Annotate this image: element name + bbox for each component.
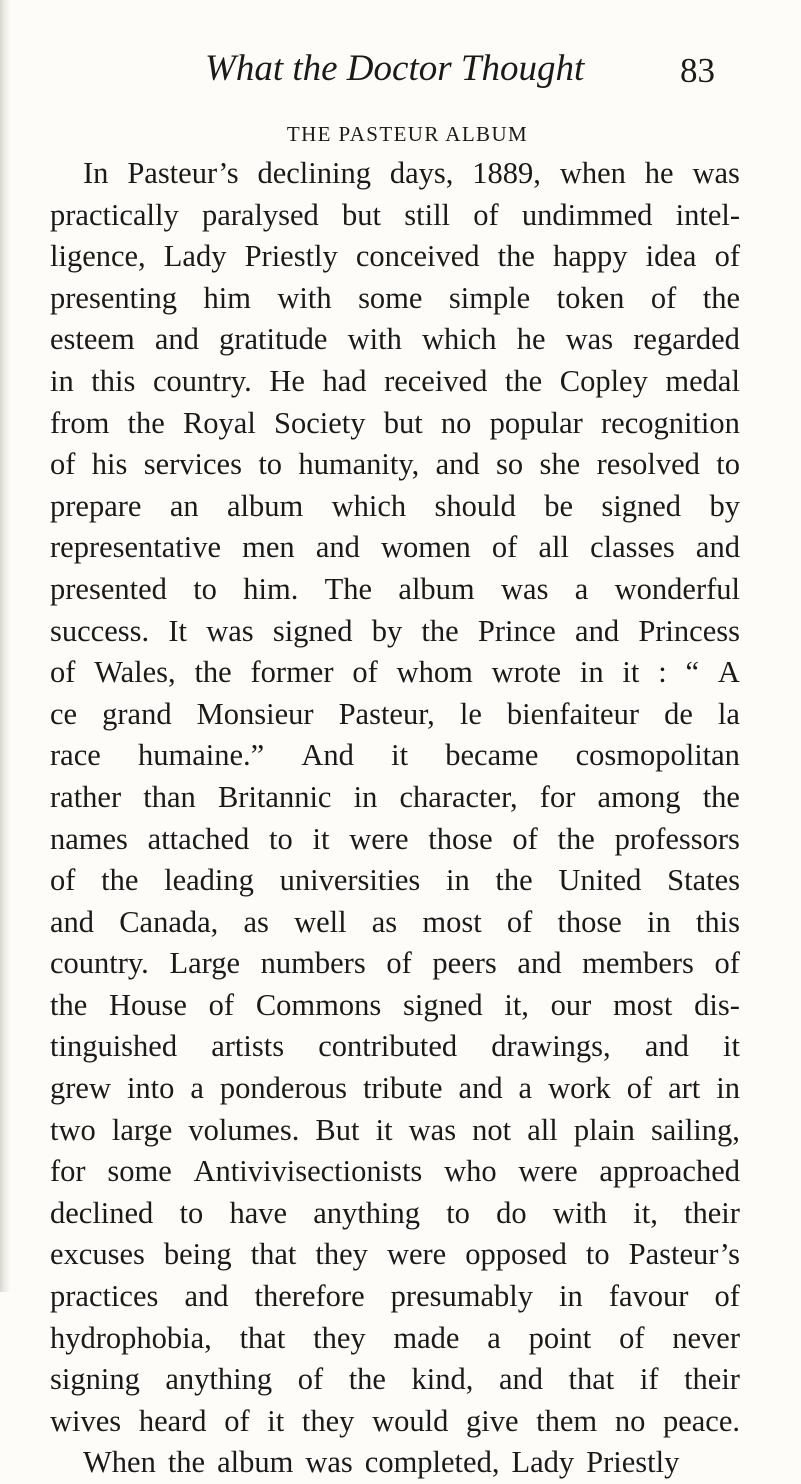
text-line: esteem and gratitude with which he was regarded [50, 322, 740, 357]
running-head [0, 44, 801, 94]
text-line: wives heard of it they would give them no peace. [50, 1403, 740, 1438]
body-text [50, 153, 740, 1484]
text-line: practically paralysed but still of undimmed intel- [50, 197, 740, 232]
text-line: presented to him. The album was a wonderful [50, 571, 740, 606]
text-line: tinguished artists contributed drawings, and it [50, 1029, 740, 1064]
page-number: 83 [680, 51, 715, 90]
section-heading: THE PASTEUR ALBUM [286, 122, 529, 146]
text-line: rather than Britannic in character, for among the [50, 779, 740, 814]
text-line: for some Antivivisectionists who were approached [50, 1154, 740, 1189]
text-line: practices and therefore presumably in favour of [50, 1279, 740, 1314]
text-line: In Pasteur’s declining days, 1889, when he was [83, 156, 740, 190]
text-line: of Wales, the former of whom wrote in it : “ A [50, 655, 740, 690]
text-line: the House of Commons signed it, our most dis- [50, 987, 740, 1022]
text-line: and Canada, as well as most of those in this [50, 904, 740, 939]
text-line: two large volumes. But it was not all plain sailing, [50, 1112, 740, 1147]
running-title: What the Doctor Thought [205, 48, 585, 89]
text-line: ligence, Lady Priestly conceived the happy idea of [50, 239, 740, 274]
text-line: in this country. He had received the Copley medal [50, 363, 740, 398]
text-line: names attached to it were those of the professors [50, 821, 740, 856]
page-gutter [0, 0, 10, 1292]
text-line: of the leading universities in the United States [50, 863, 740, 898]
text-line: success. It was signed by the Prince and Princess [50, 613, 740, 648]
text-line: race humaine.” And it became cosmopolitan [50, 738, 740, 773]
text-line: declined to have anything to do with it, their [50, 1195, 740, 1230]
text-line: country. Large numbers of peers and members of [50, 946, 740, 981]
text-line: from the Royal Society but no popular recognition [50, 405, 740, 440]
text-line: excuses being that they were opposed to Pasteur’s [50, 1237, 740, 1272]
text-line: grew into a ponderous tribute and a work of art in [50, 1071, 740, 1106]
text-line: ce grand Monsieur Pasteur, le bienfaiteur de la [50, 696, 740, 731]
text-line: of his services to humanity, and so she resolved to [50, 447, 740, 482]
text-line: signing anything of the kind, and that if their [50, 1362, 740, 1397]
text-line: prepare an album which should be signed by [50, 488, 740, 523]
text-line: When the album was completed, Lady Priestly [83, 1445, 680, 1480]
text-line: hydrophobia, that they made a point of never [50, 1320, 740, 1355]
text-line: representative men and women of all classes and [50, 530, 740, 565]
text-line: presenting him with some simple token of the [50, 280, 740, 315]
